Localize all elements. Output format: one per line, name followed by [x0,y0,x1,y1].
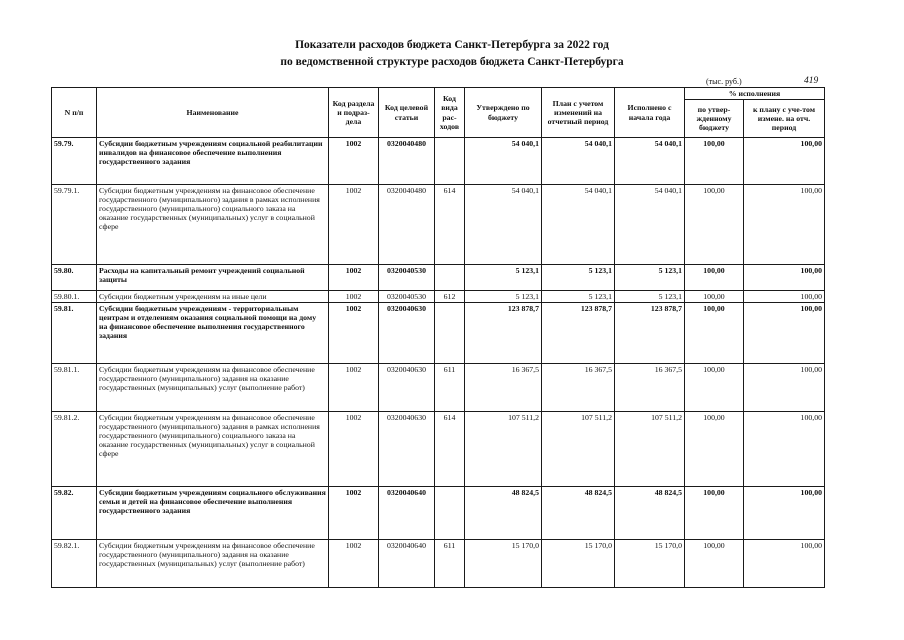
row-approved: 5 123,1 [465,291,542,303]
row-pct-plan: 100,00 [744,265,825,291]
row-num: 59.79. [52,138,97,185]
row-name: Субсидии бюджетным учреждениям на финансовое обеспечение государственного (муниципального) задания в рамках исполнения государственного (муниципального) социального заказа на оказание государственных (муниципальных) услуг в социальной сфере [97,185,329,265]
row-pct-approved: 100,00 [685,487,744,540]
row-approved: 15 170,0 [465,540,542,588]
row-kind: 614 [435,185,465,265]
row-plan: 54 040,1 [542,185,615,265]
row-num: 59.81.1. [52,364,97,412]
row-pct-plan: 100,00 [744,364,825,412]
row-pct-approved: 100,00 [685,364,744,412]
table-row [52,138,825,185]
row-target: 0320040630 [379,364,435,412]
row-target: 0320040480 [379,185,435,265]
row-pct-approved: 100,00 [685,265,744,291]
report-title-line2: по ведомственной структуре расходов бюджета Санкт-Петербурга [280,56,624,68]
header-name: Наименование [97,88,329,138]
table-row [52,265,825,291]
header-target: Код целевой статьи [379,88,435,138]
table-row [52,303,825,364]
row-plan: 16 367,5 [542,364,615,412]
row-kind: 614 [435,412,465,487]
row-plan: 5 123,1 [542,265,615,291]
row-target: 0320040480 [379,138,435,185]
row-num: 59.81. [52,303,97,364]
row-target: 0320040530 [379,291,435,303]
header-approved: Утверждено по бюджету [465,88,542,138]
row-executed: 15 170,0 [615,540,685,588]
units-label: (тыс. руб.) [706,77,742,86]
row-name: Субсидии бюджетным учреждениям на финансовое обеспечение государственного (муниципального) задания на оказание государственных (муниципальных) услуг (выполнение работ) [97,364,329,412]
row-target: 0320040640 [379,487,435,540]
row-kind [435,303,465,364]
table-row [52,540,825,588]
row-section: 1002 [329,185,379,265]
row-executed: 48 824,5 [615,487,685,540]
row-section: 1002 [329,138,379,185]
row-pct-plan: 100,00 [744,138,825,185]
row-executed: 54 040,1 [615,185,685,265]
header-plan: План с учетом изменений на отчетный период [542,88,615,138]
row-pct-approved: 100,00 [685,291,744,303]
row-pct-approved: 100,00 [685,540,744,588]
row-executed: 107 511,2 [615,412,685,487]
row-pct-plan: 100,00 [744,540,825,588]
header-num: N п/п [52,88,97,138]
row-plan: 5 123,1 [542,291,615,303]
row-name: Субсидии бюджетным учреждениям социального обслуживания семьи и детей на финансовое обеспечение выполнения государственного задания [97,487,329,540]
report-title-line1: Показатели расходов бюджета Санкт-Петербурга за 2022 год [295,39,609,51]
row-plan: 123 878,7 [542,303,615,364]
row-name: Субсидии бюджетным учреждениям на финансовое обеспечение государственного (муниципального) задания в рамках исполнения государственного (муниципального) социального заказа на оказание государственных (муниципальных) услуг в социальной сфере [97,412,329,487]
row-pct-approved: 100,00 [685,138,744,185]
row-approved: 54 040,1 [465,185,542,265]
row-section: 1002 [329,412,379,487]
header-executed: Исполнено с начала года [615,88,685,138]
header-pct: % исполнения [685,88,825,100]
row-pct-plan: 100,00 [744,303,825,364]
row-section: 1002 [329,540,379,588]
table-body [52,138,825,588]
header-kind: Код вида рас-ходов [435,88,465,138]
header-pct-approved: по утвер-жденному бюджету [685,100,744,138]
row-target: 0320040640 [379,540,435,588]
table-row [52,185,825,265]
row-plan: 107 511,2 [542,412,615,487]
row-pct-plan: 100,00 [744,291,825,303]
row-pct-approved: 100,00 [685,412,744,487]
row-num: 59.80. [52,265,97,291]
row-num: 59.80.1. [52,291,97,303]
row-target: 0320040630 [379,303,435,364]
row-executed: 5 123,1 [615,291,685,303]
table-row [52,487,825,540]
row-kind: 611 [435,540,465,588]
row-approved: 123 878,7 [465,303,542,364]
row-plan: 54 040,1 [542,138,615,185]
row-section: 1002 [329,364,379,412]
row-pct-approved: 100,00 [685,185,744,265]
row-section: 1002 [329,291,379,303]
row-kind [435,487,465,540]
row-approved: 48 824,5 [465,487,542,540]
row-approved: 5 123,1 [465,265,542,291]
row-plan: 48 824,5 [542,487,615,540]
budget-table [51,87,825,588]
row-target: 0320040530 [379,265,435,291]
row-num: 59.81.2. [52,412,97,487]
row-pct-plan: 100,00 [744,185,825,265]
row-section: 1002 [329,303,379,364]
row-name: Субсидии бюджетным учреждениям - территориальным центрам и отделениям оказания социальной помощи на дому на финансовое обеспечение выполнения государственного задания [97,303,329,364]
row-num: 59.82.1. [52,540,97,588]
row-num: 59.79.1. [52,185,97,265]
row-kind [435,265,465,291]
page-number: 419 [804,76,819,86]
row-approved: 107 511,2 [465,412,542,487]
row-executed: 16 367,5 [615,364,685,412]
row-plan: 15 170,0 [542,540,615,588]
table-row [52,291,825,303]
row-approved: 16 367,5 [465,364,542,412]
row-name: Субсидии бюджетным учреждениям социальной реабилитации инвалидов на финансовое обеспечение выполнения государственного задания [97,138,329,185]
row-pct-plan: 100,00 [744,487,825,540]
row-kind [435,138,465,185]
row-section: 1002 [329,265,379,291]
row-name: Субсидии бюджетным учреждениям на финансовое обеспечение государственного (муниципального) задания на оказание государственных (муниципальных) услуг (выполнение работ) [97,540,329,588]
header-section: Код раздела и подраз-дела [329,88,379,138]
row-section: 1002 [329,487,379,540]
header-pct-plan: к плану с уче-том измене. на отч. период [744,100,825,138]
row-approved: 54 040,1 [465,138,542,185]
row-name: Расходы на капитальный ремонт учреждений социальной защиты [97,265,329,291]
row-executed: 54 040,1 [615,138,685,185]
row-kind: 612 [435,291,465,303]
table-row [52,412,825,487]
row-pct-plan: 100,00 [744,412,825,487]
row-name: Субсидии бюджетным учреждениям на иные цели [97,291,329,303]
row-target: 0320040630 [379,412,435,487]
row-executed: 123 878,7 [615,303,685,364]
row-pct-approved: 100,00 [685,303,744,364]
row-kind: 611 [435,364,465,412]
table-row [52,364,825,412]
row-num: 59.82. [52,487,97,540]
row-executed: 5 123,1 [615,265,685,291]
